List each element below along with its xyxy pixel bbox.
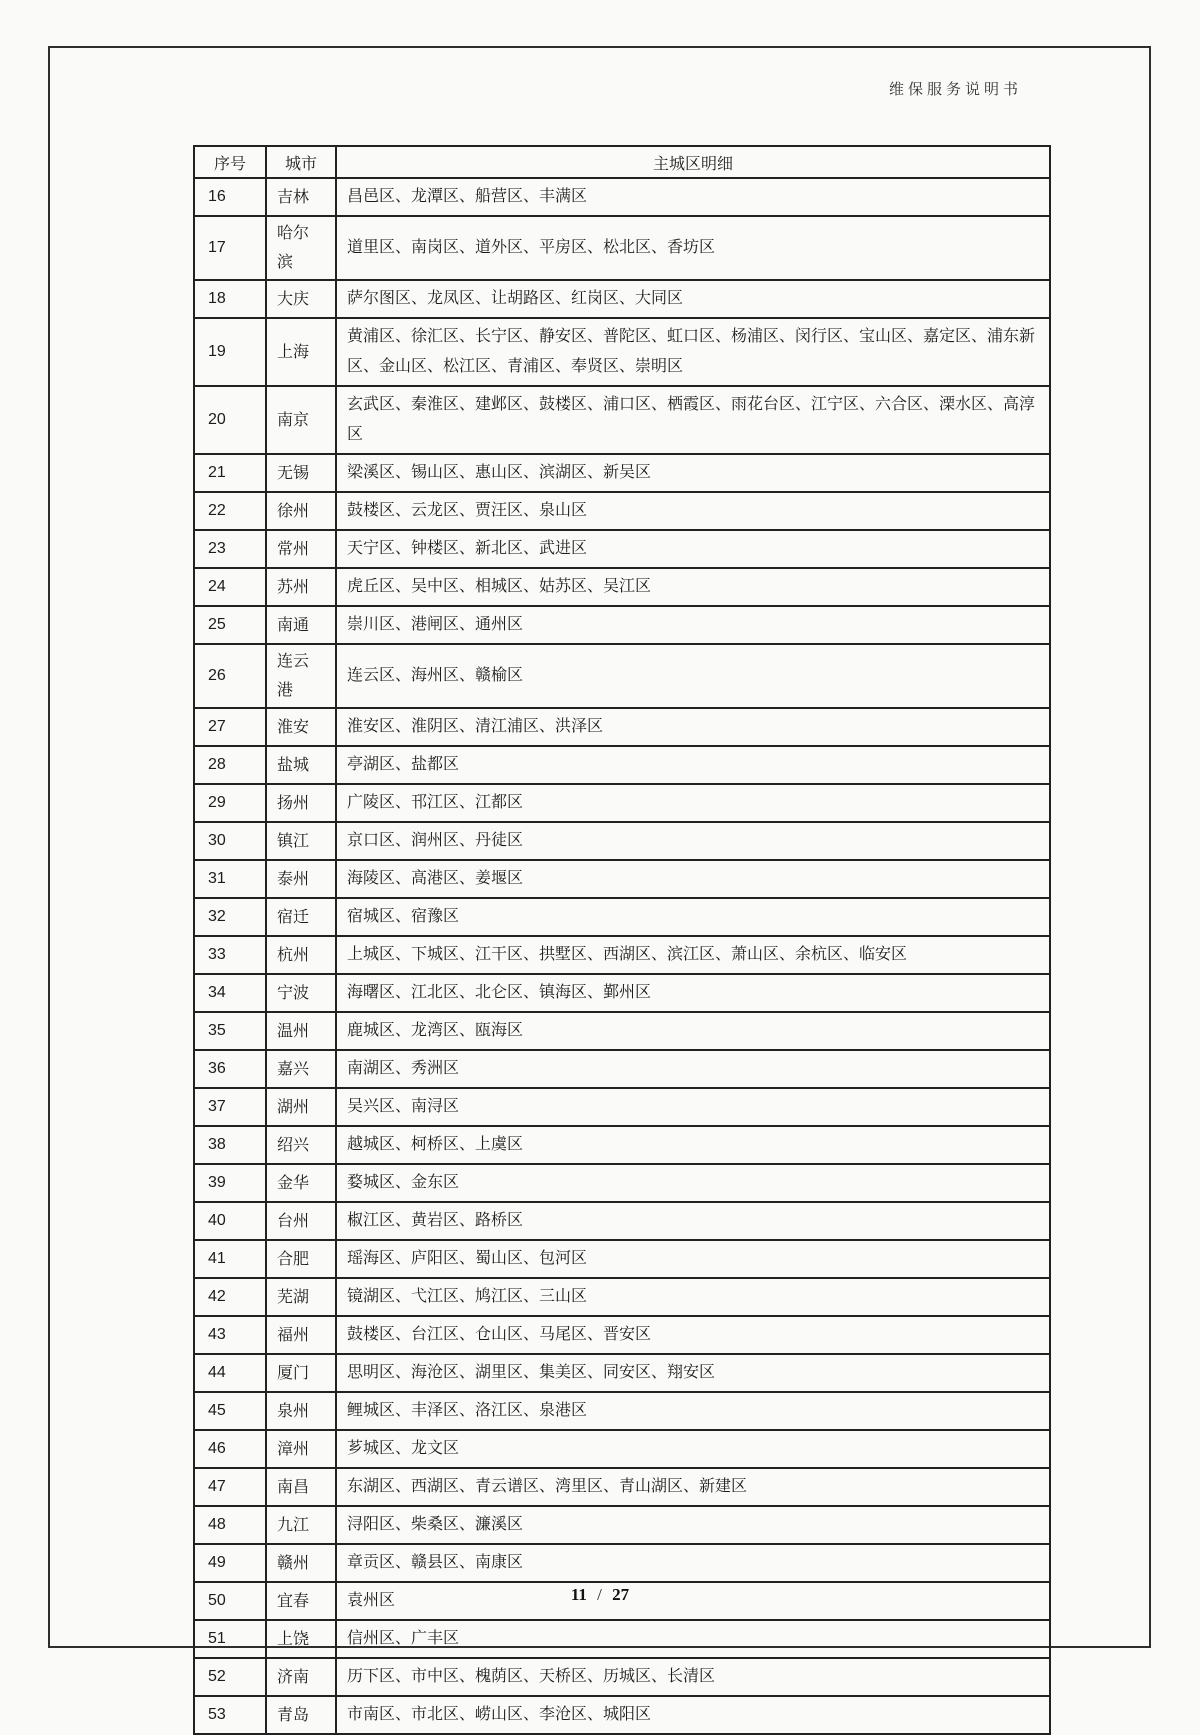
row-number-cell: 38	[194, 1126, 266, 1164]
table-row	[194, 898, 1050, 936]
city-name-cell: 泉州	[266, 1392, 336, 1430]
table-row	[194, 1392, 1050, 1430]
district-list-cell: 淮安区、淮阴区、清江浦区、洪泽区	[336, 708, 1050, 746]
table-row	[194, 1696, 1050, 1734]
page-number-total: 27	[612, 1585, 630, 1604]
city-name-cell: 嘉兴	[266, 1050, 336, 1088]
city-name-cell: 扬州	[266, 784, 336, 822]
city-name-cell: 九江	[266, 1506, 336, 1544]
row-number-cell: 52	[194, 1658, 266, 1696]
district-list-cell: 海陵区、高港区、姜堰区	[336, 860, 1050, 898]
city-name-cell: 漳州	[266, 1430, 336, 1468]
table-row	[194, 1240, 1050, 1278]
city-name-cell: 徐州	[266, 492, 336, 530]
table-row	[194, 606, 1050, 644]
district-list-cell: 南湖区、秀洲区	[336, 1050, 1050, 1088]
page-number-current: 11	[570, 1585, 587, 1604]
city-name-cell: 青岛	[266, 1696, 336, 1734]
district-list-cell: 镜湖区、弋江区、鸠江区、三山区	[336, 1278, 1050, 1316]
row-number-cell: 46	[194, 1430, 266, 1468]
table-row	[194, 1088, 1050, 1126]
city-name-cell: 盐城	[266, 746, 336, 784]
city-name-cell: 吉林	[266, 178, 336, 216]
district-list-cell: 亭湖区、盐都区	[336, 746, 1050, 784]
row-number-cell: 20	[194, 386, 266, 454]
district-list-cell: 海曙区、江北区、北仑区、镇海区、鄞州区	[336, 974, 1050, 1012]
page-number-separator: /	[597, 1585, 602, 1604]
city-name-cell: 连云港	[266, 644, 336, 708]
city-name-cell: 宿迁	[266, 898, 336, 936]
district-list-cell: 婺城区、金东区	[336, 1164, 1050, 1202]
document-header-title: 维保服务说明书	[888, 82, 1022, 98]
column-header-no: 序号	[194, 146, 266, 178]
page-number	[0, 1585, 1200, 1605]
district-list-cell: 鼓楼区、云龙区、贾汪区、泉山区	[336, 492, 1050, 530]
table-row	[194, 1164, 1050, 1202]
row-number-cell: 33	[194, 936, 266, 974]
column-header-districts: 主城区明细	[336, 146, 1050, 178]
table-row	[194, 822, 1050, 860]
district-list-cell: 鼓楼区、台江区、仓山区、马尾区、晋安区	[336, 1316, 1050, 1354]
row-number-cell: 21	[194, 454, 266, 492]
city-name-cell: 台州	[266, 1202, 336, 1240]
row-number-cell: 51	[194, 1620, 266, 1658]
row-number-cell: 50	[194, 1582, 266, 1620]
district-list-cell: 虎丘区、吴中区、相城区、姑苏区、吴江区	[336, 568, 1050, 606]
city-name-cell: 温州	[266, 1012, 336, 1050]
row-number-cell: 26	[194, 644, 266, 708]
district-list-cell: 黄浦区、徐汇区、长宁区、静安区、普陀区、虹口区、杨浦区、闵行区、宝山区、嘉定区、浦东新区、金山区、松江区、青浦区、奉贤区、崇明区	[336, 318, 1050, 386]
row-number-cell: 48	[194, 1506, 266, 1544]
city-name-cell: 南京	[266, 386, 336, 454]
row-number-cell: 19	[194, 318, 266, 386]
row-number-cell: 41	[194, 1240, 266, 1278]
table-row	[194, 784, 1050, 822]
table-row	[194, 974, 1050, 1012]
district-list-cell: 章贡区、赣县区、南康区	[336, 1544, 1050, 1582]
row-number-cell: 29	[194, 784, 266, 822]
column-header-city: 城市	[266, 146, 336, 178]
table-row	[194, 936, 1050, 974]
row-number-cell: 17	[194, 216, 266, 280]
table-row	[194, 860, 1050, 898]
district-list-cell: 东湖区、西湖区、青云谱区、湾里区、青山湖区、新建区	[336, 1468, 1050, 1506]
row-number-cell: 49	[194, 1544, 266, 1582]
table-row	[194, 1506, 1050, 1544]
district-list-cell: 鲤城区、丰泽区、洛江区、泉港区	[336, 1392, 1050, 1430]
table-row	[194, 1430, 1050, 1468]
row-number-cell: 31	[194, 860, 266, 898]
district-list-cell: 广陵区、邗江区、江都区	[336, 784, 1050, 822]
district-list-cell: 吴兴区、南浔区	[336, 1088, 1050, 1126]
district-list-cell: 萨尔图区、龙凤区、让胡路区、红岗区、大同区	[336, 280, 1050, 318]
row-number-cell: 35	[194, 1012, 266, 1050]
district-list-cell: 椒江区、黄岩区、路桥区	[336, 1202, 1050, 1240]
row-number-cell: 34	[194, 974, 266, 1012]
district-list-cell: 梁溪区、锡山区、惠山区、滨湖区、新吴区	[336, 454, 1050, 492]
district-list-cell: 天宁区、钟楼区、新北区、武进区	[336, 530, 1050, 568]
table-row	[194, 386, 1050, 454]
city-name-cell: 苏州	[266, 568, 336, 606]
table-row	[194, 492, 1050, 530]
city-name-cell: 厦门	[266, 1354, 336, 1392]
district-list-cell: 玄武区、秦淮区、建邺区、鼓楼区、浦口区、栖霞区、雨花台区、江宁区、六合区、溧水区、高淳区	[336, 386, 1050, 454]
table-row	[194, 644, 1050, 708]
city-name-cell: 绍兴	[266, 1126, 336, 1164]
row-number-cell: 16	[194, 178, 266, 216]
table-row	[194, 1468, 1050, 1506]
city-name-cell: 南昌	[266, 1468, 336, 1506]
city-name-cell: 宁波	[266, 974, 336, 1012]
district-list-cell: 道里区、南岗区、道外区、平房区、松北区、香坊区	[336, 216, 1050, 280]
city-name-cell: 上饶	[266, 1620, 336, 1658]
table-row	[194, 216, 1050, 280]
city-name-cell: 宜春	[266, 1582, 336, 1620]
table-row	[194, 708, 1050, 746]
city-districts-table	[193, 145, 1051, 1735]
row-number-cell: 42	[194, 1278, 266, 1316]
district-list-cell: 越城区、柯桥区、上虞区	[336, 1126, 1050, 1164]
table-row	[194, 1126, 1050, 1164]
city-name-cell: 济南	[266, 1658, 336, 1696]
row-number-cell: 44	[194, 1354, 266, 1392]
district-list-cell: 思明区、海沧区、湖里区、集美区、同安区、翔安区	[336, 1354, 1050, 1392]
city-name-cell: 赣州	[266, 1544, 336, 1582]
row-number-cell: 47	[194, 1468, 266, 1506]
table-row	[194, 454, 1050, 492]
table-row	[194, 318, 1050, 386]
table-row	[194, 746, 1050, 784]
row-number-cell: 43	[194, 1316, 266, 1354]
district-list-cell: 连云区、海州区、赣榆区	[336, 644, 1050, 708]
district-list-cell: 瑶海区、庐阳区、蜀山区、包河区	[336, 1240, 1050, 1278]
row-number-cell: 53	[194, 1696, 266, 1734]
city-name-cell: 合肥	[266, 1240, 336, 1278]
district-list-cell: 袁州区	[336, 1582, 1050, 1620]
table-header-row	[194, 146, 1050, 178]
district-list-cell: 上城区、下城区、江干区、拱墅区、西湖区、滨江区、萧山区、余杭区、临安区	[336, 936, 1050, 974]
table-row	[194, 1658, 1050, 1696]
table-body	[194, 178, 1050, 1734]
table-row	[194, 280, 1050, 318]
row-number-cell: 18	[194, 280, 266, 318]
city-name-cell: 福州	[266, 1316, 336, 1354]
city-name-cell: 湖州	[266, 1088, 336, 1126]
city-name-cell: 芜湖	[266, 1278, 336, 1316]
row-number-cell: 24	[194, 568, 266, 606]
table-row	[194, 1316, 1050, 1354]
city-name-cell: 泰州	[266, 860, 336, 898]
row-number-cell: 23	[194, 530, 266, 568]
table-row	[194, 1620, 1050, 1658]
city-name-cell: 大庆	[266, 280, 336, 318]
district-list-cell: 芗城区、龙文区	[336, 1430, 1050, 1468]
city-name-cell: 上海	[266, 318, 336, 386]
city-name-cell: 镇江	[266, 822, 336, 860]
district-list-cell: 宿城区、宿豫区	[336, 898, 1050, 936]
district-list-cell: 京口区、润州区、丹徒区	[336, 822, 1050, 860]
row-number-cell: 36	[194, 1050, 266, 1088]
district-list-cell: 信州区、广丰区	[336, 1620, 1050, 1658]
row-number-cell: 28	[194, 746, 266, 784]
table-row	[194, 568, 1050, 606]
table-row	[194, 1544, 1050, 1582]
district-list-cell: 历下区、市中区、槐荫区、天桥区、历城区、长清区	[336, 1658, 1050, 1696]
table-row	[194, 530, 1050, 568]
district-list-cell: 市南区、市北区、崂山区、李沧区、城阳区	[336, 1696, 1050, 1734]
row-number-cell: 22	[194, 492, 266, 530]
city-name-cell: 金华	[266, 1164, 336, 1202]
row-number-cell: 32	[194, 898, 266, 936]
district-list-cell: 浔阳区、柴桑区、濂溪区	[336, 1506, 1050, 1544]
row-number-cell: 45	[194, 1392, 266, 1430]
row-number-cell: 25	[194, 606, 266, 644]
table-row	[194, 178, 1050, 216]
city-name-cell: 杭州	[266, 936, 336, 974]
city-name-cell: 无锡	[266, 454, 336, 492]
row-number-cell: 30	[194, 822, 266, 860]
table-row	[194, 1050, 1050, 1088]
table-row	[194, 1012, 1050, 1050]
district-list-cell: 崇川区、港闸区、通州区	[336, 606, 1050, 644]
table-row	[194, 1202, 1050, 1240]
table-row	[194, 1354, 1050, 1392]
row-number-cell: 39	[194, 1164, 266, 1202]
city-name-cell: 淮安	[266, 708, 336, 746]
table-row	[194, 1278, 1050, 1316]
city-name-cell: 常州	[266, 530, 336, 568]
district-list-cell: 鹿城区、龙湾区、瓯海区	[336, 1012, 1050, 1050]
row-number-cell: 27	[194, 708, 266, 746]
district-list-cell: 昌邑区、龙潭区、船营区、丰满区	[336, 178, 1050, 216]
city-name-cell: 南通	[266, 606, 336, 644]
row-number-cell: 40	[194, 1202, 266, 1240]
row-number-cell: 37	[194, 1088, 266, 1126]
city-name-cell: 哈尔滨	[266, 216, 336, 280]
